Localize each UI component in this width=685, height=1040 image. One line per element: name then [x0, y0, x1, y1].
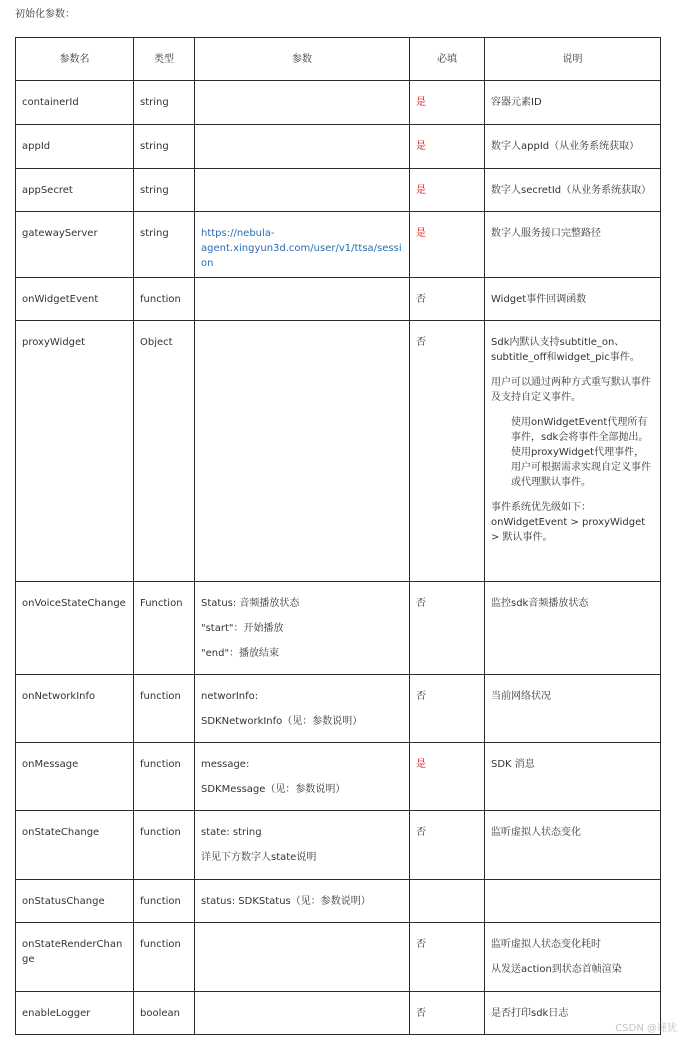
description-line: 当前网络状况	[491, 691, 551, 702]
required-cell: 是	[410, 743, 485, 811]
description-list-item: 使用onWidgetEvent代理所有事件，sdk会将事件全部抛出。	[511, 417, 649, 443]
param-value-cell	[195, 811, 410, 880]
param-type-cell: function	[134, 880, 195, 923]
table-row	[16, 321, 661, 582]
param-line: SDKMessage（见：参数说明）	[201, 784, 346, 795]
table-row	[16, 125, 661, 169]
param-type-cell: function	[134, 278, 195, 321]
param-name-cell: onMessage	[16, 743, 134, 811]
param-value-cell	[195, 743, 410, 811]
param-value-cell	[195, 582, 410, 675]
param-value-cell	[195, 321, 410, 582]
description-line: 容器元素ID	[491, 97, 542, 108]
param-name-cell: onStateRenderChange	[16, 923, 134, 992]
param-type-cell: Function	[134, 582, 195, 675]
description-cell	[485, 743, 661, 811]
description-line: SDK 消息	[491, 759, 535, 770]
description-cell	[485, 811, 661, 880]
description-line: 监听虚拟人状态变化	[491, 827, 581, 838]
param-type-cell: boolean	[134, 992, 195, 1035]
description-line: 事件系统优先级如下：onWidgetEvent > proxyWidget > 默认事件。	[491, 502, 646, 543]
table-row	[16, 811, 661, 880]
param-line: Status: 音频播放状态	[201, 598, 300, 609]
param-value-cell	[195, 923, 410, 992]
param-name-cell: onStatusChange	[16, 880, 134, 923]
param-value-cell	[195, 169, 410, 212]
param-line: "end"：播放结束	[201, 648, 280, 659]
table-row	[16, 992, 661, 1035]
param-type-cell: string	[134, 125, 195, 169]
param-type-cell: function	[134, 923, 195, 992]
header-type: 类型	[134, 38, 195, 81]
description-cell	[485, 321, 661, 582]
params-table	[15, 37, 661, 1035]
param-line: 详见下方数字人state说明	[201, 852, 317, 863]
table-row	[16, 582, 661, 675]
param-line: SDKNetworkInfo（见：参数说明）	[201, 716, 363, 727]
description-line: 从发送action到状态首帧渲染	[491, 964, 622, 975]
description-cell	[485, 212, 661, 278]
table-row	[16, 169, 661, 212]
param-value-cell	[195, 81, 410, 125]
param-name-cell: enableLogger	[16, 992, 134, 1035]
param-name-cell: containerId	[16, 81, 134, 125]
table-row	[16, 743, 661, 811]
description-cell	[485, 278, 661, 321]
param-value-cell	[195, 125, 410, 169]
description-cell	[485, 169, 661, 212]
param-value-cell	[195, 992, 410, 1035]
required-cell: 否	[410, 675, 485, 743]
param-type-cell: function	[134, 675, 195, 743]
required-cell: 否	[410, 582, 485, 675]
description-line: 监听虚拟人状态变化耗时	[491, 939, 601, 950]
header-description: 说明	[485, 38, 661, 81]
header-name: 参数名	[16, 38, 134, 81]
param-name-cell: onWidgetEvent	[16, 278, 134, 321]
table-row	[16, 880, 661, 923]
param-type-cell: Object	[134, 321, 195, 582]
description-list	[491, 415, 654, 490]
param-value-cell	[195, 212, 410, 278]
description-cell	[485, 582, 661, 675]
gateway-url-link[interactable]: https://nebula-agent.xingyun3d.com/user/v1/ttsa/session	[201, 228, 402, 269]
required-cell: 是	[410, 169, 485, 212]
description-cell	[485, 923, 661, 992]
param-name-cell: onStateChange	[16, 811, 134, 880]
param-type-cell: string	[134, 169, 195, 212]
param-line: message:	[201, 759, 250, 770]
description-line: 用户可以通过两种方式重写默认事件及支持自定义事件。	[491, 377, 651, 403]
description-cell	[485, 81, 661, 125]
required-cell: 否	[410, 923, 485, 992]
param-name-cell: onNetworkInfo	[16, 675, 134, 743]
table-row	[16, 923, 661, 992]
table-row	[16, 212, 661, 278]
param-line: networInfo:	[201, 691, 259, 702]
description-line: 监控sdk音频播放状态	[491, 598, 589, 609]
param-name-cell: onVoiceStateChange	[16, 582, 134, 675]
param-name-cell: appId	[16, 125, 134, 169]
required-cell: 是	[410, 81, 485, 125]
description-cell	[485, 880, 661, 923]
table-row	[16, 81, 661, 125]
param-value-cell	[195, 675, 410, 743]
description-line: Widget事件回调函数	[491, 294, 587, 305]
description-line: 数字人appId（从业务系统获取）	[491, 141, 640, 152]
description-line: 是否打印sdk日志	[491, 1008, 569, 1019]
required-cell: 是	[410, 212, 485, 278]
param-name-cell: gatewayServer	[16, 212, 134, 278]
param-name-cell: proxyWidget	[16, 321, 134, 582]
param-type-cell: string	[134, 81, 195, 125]
param-type-cell: string	[134, 212, 195, 278]
description-cell	[485, 125, 661, 169]
description-cell	[485, 675, 661, 743]
watermark: CSDN @瑾犹	[615, 1023, 677, 1034]
header-param: 参数	[195, 38, 410, 81]
param-line: "start"：开始播放	[201, 623, 284, 634]
table-row	[16, 675, 661, 743]
param-line: status: SDKStatus（见：参数说明）	[201, 896, 371, 907]
description-list-item: 使用proxyWidget代理事件，用户可根据需求实现自定义事件或代理默认事件。	[511, 447, 651, 488]
param-value-cell	[195, 880, 410, 923]
required-cell: 否	[410, 992, 485, 1035]
param-type-cell: function	[134, 811, 195, 880]
required-cell: 否	[410, 811, 485, 880]
required-cell: 否	[410, 321, 485, 582]
table-header-row	[16, 38, 661, 81]
description-line: 数字人服务接口完整路径	[491, 228, 601, 239]
table-row	[16, 278, 661, 321]
param-line: state: string	[201, 827, 262, 838]
required-cell: 是	[410, 125, 485, 169]
required-cell	[410, 880, 485, 923]
param-type-cell: function	[134, 743, 195, 811]
param-name-cell: appSecret	[16, 169, 134, 212]
required-cell: 否	[410, 278, 485, 321]
param-value-cell	[195, 278, 410, 321]
description-line: 数字人secretId（从业务系统获取）	[491, 185, 652, 196]
intro-text: 初始化参数：	[15, 9, 75, 20]
description-line: Sdk内默认支持subtitle_on、subtitle_off和widget_pic事件。	[491, 337, 640, 363]
header-required: 必填	[410, 38, 485, 81]
